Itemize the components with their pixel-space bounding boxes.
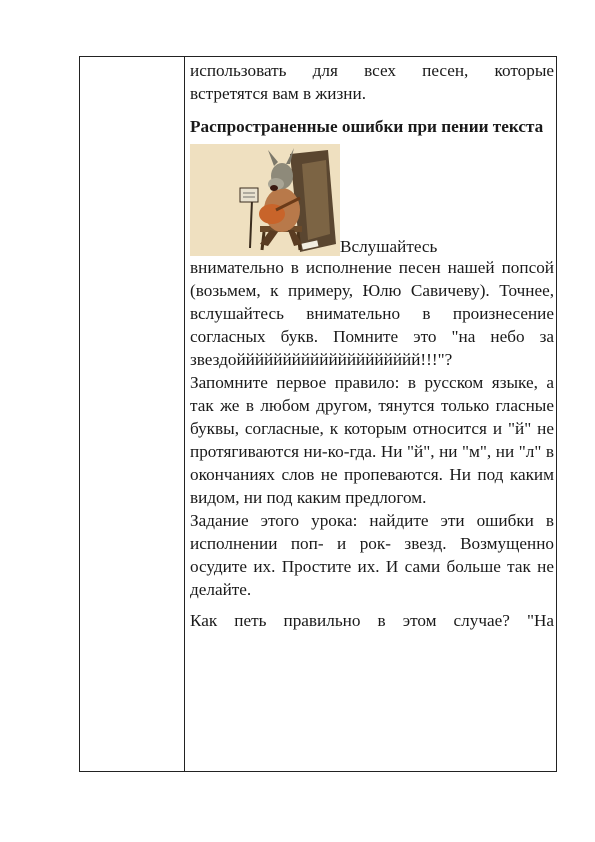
image-line	[190, 144, 554, 256]
singing-donkey-illustration	[190, 144, 340, 256]
table	[79, 56, 557, 772]
table-left-cell	[80, 57, 184, 771]
paragraph-line: использовать для всех песен, которые	[190, 61, 554, 80]
paragraph: Запомните первое правило: в русском языке, а так же в любом другом, тянутся только гласные буквы, согласные, к которым относится и "й" не протягиваются ни-ко-гда. Ни "й", ни "м", ни "л" в окончаниях слов не пропеваются. Ни под каким видом, ни под каким предлогом.	[190, 373, 554, 507]
column-divider	[184, 57, 185, 771]
inline-word: Вслушайтесь	[340, 237, 438, 256]
paragraph: внимательно в исполнение песен нашей попсой (возьмем, к примеру, Юлю Савичеву). Точнее, вслушайтесь внимательно в произнесение согласных букв. Помните это "на небо за звездойййййййййййййййййййй!!!"?	[190, 258, 554, 369]
table-right-cell	[190, 59, 554, 632]
paragraph: Как петь правильно в этом случае? "На	[190, 611, 554, 630]
paragraph: Задание этого урока: найдите эти ошибки в исполнении поп- и рок- звезд. Возмущенно осудите их. Простите их. И сами больше так не делайте.	[190, 511, 554, 599]
paragraph-line: встретятся вам в жизни.	[190, 84, 366, 103]
section-heading: Распространенные ошибки при пении текста	[190, 117, 544, 136]
spacer	[190, 601, 554, 609]
